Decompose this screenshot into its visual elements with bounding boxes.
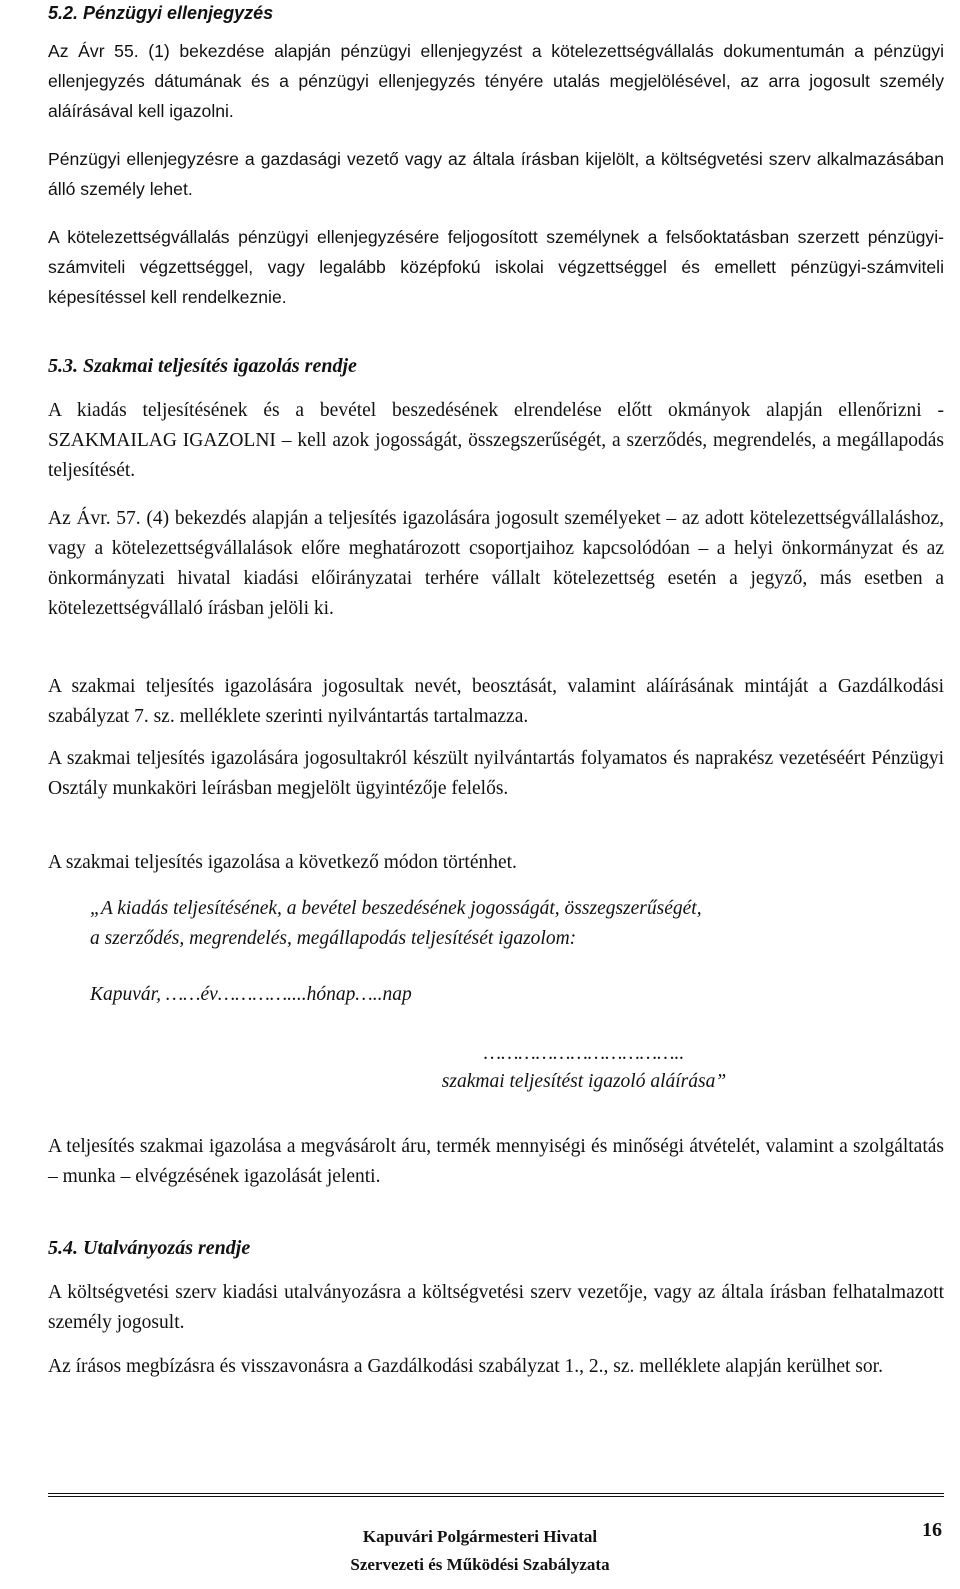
paragraph: Pénzügyi ellenjegyzésre a gazdasági vezető vagy az általa írásban kijelölt, a költségvetési szerv alkalmazásában álló személy lehet. bbox=[48, 149, 944, 199]
paragraph: A kötelezettségvállalás pénzügyi ellenjegyzésére feljogosított személynek a felsőoktatásban szerzett pénzügyi-számviteli végzettséggel, vagy legalább középfokú iskolai végzettséggel és emellett pénzügyi-számviteli képesítéssel kell rendelkeznie. bbox=[48, 227, 944, 307]
section-heading-5-4: 5.4. Utalványozás rendje bbox=[48, 1237, 251, 1259]
page-number: 16 bbox=[922, 1519, 942, 1541]
footer-organization: Kapuvári Polgármesteri Hivatal bbox=[362, 1527, 598, 1546]
paragraph: A költségvetési szerv kiadási utalványozásra a költségvetési szerv vezetője, vagy az általa írásban felhatalmazott személy jogosult. bbox=[48, 1282, 944, 1333]
paragraph: A kiadás teljesítésének és a bevétel beszedésének elrendelése előtt okmányok alapján ellenőrizni - SZAKMAILAG IGAZOLNI – kell azok jogosságát, összegszerűségét, a szerződés, megrendelés, a megállapodás teljesítését. bbox=[48, 400, 944, 481]
section-heading-5-2: 5.2. Pénzügyi ellenjegyzés bbox=[48, 3, 274, 23]
certification-text-line: „A kiadás teljesítésének, a bevétel beszedésének jogosságát, összegszerűségét, bbox=[90, 898, 702, 919]
footer-divider bbox=[48, 1496, 944, 1497]
paragraph: A szakmai teljesítés igazolására jogosultak nevét, beosztását, valamint aláírásának mintáját a Gazdálkodási szabályzat 7. sz. melléklete szerinti nyilvántartás tartalmazza. bbox=[48, 676, 944, 727]
signature-dots: …………………………….. bbox=[483, 1043, 685, 1064]
paragraph: Az írásos megbízásra és visszavonásra a Gazdálkodási szabályzat 1., 2., sz. melléklete alapján kerülhet sor. bbox=[48, 1356, 883, 1377]
paragraph: Az Ávr 55. (1) bekezdése alapján pénzügyi ellenjegyzést a kötelezettségvállalás dokumentumán a pénzügyi ellenjegyzés dátumának és a pénzügyi ellenjegyzés tényére utalás megjelölésével, az arra jogosult személy aláírásával kell igazolni. bbox=[48, 41, 944, 121]
paragraph: A szakmai teljesítés igazolására jogosultakról készült nyilvántartás folyamatos és naprakész vezetéséért Pénzügyi Osztály munkaköri leírásban megjelölt ügyintézője felelős. bbox=[48, 748, 944, 799]
section-heading-5-3: 5.3. Szakmai teljesítés igazolás rendje bbox=[48, 355, 357, 377]
footer-divider bbox=[48, 1493, 944, 1494]
paragraph: A szakmai teljesítés igazolása a következő módon történhet. bbox=[48, 852, 517, 873]
footer-document-title: Szervezeti és Működési Szabályzata bbox=[350, 1555, 610, 1574]
paragraph: A teljesítés szakmai igazolása a megvásárolt áru, termék mennyiségi és minőségi átvételét, valamint a szolgáltatás – munka – elvégzésének igazolását jelenti. bbox=[48, 1136, 944, 1187]
certification-date-line: Kapuvár, ……év…………....hónap…..nap bbox=[90, 984, 412, 1005]
signature-label: szakmai teljesítést igazoló aláírása” bbox=[441, 1071, 727, 1092]
certification-text-line: a szerződés, megrendelés, megállapodás teljesítését igazolom: bbox=[90, 928, 577, 949]
paragraph: Az Ávr. 57. (4) bekezdés alapján a teljesítés igazolására jogosult személyeket – az adott kötelezettségvállaláshoz, vagy a kötelezettségvállalások előre meghatározott csoportjaihoz kapcsolódóan – a helyi önkormányzat és az önkormányzati hivatal kiadási előirányzatai terhére vállalt kötelezettség esetén a jegyző, más esetben a kötelezettségvállaló írásban jelöli ki. bbox=[48, 508, 944, 619]
